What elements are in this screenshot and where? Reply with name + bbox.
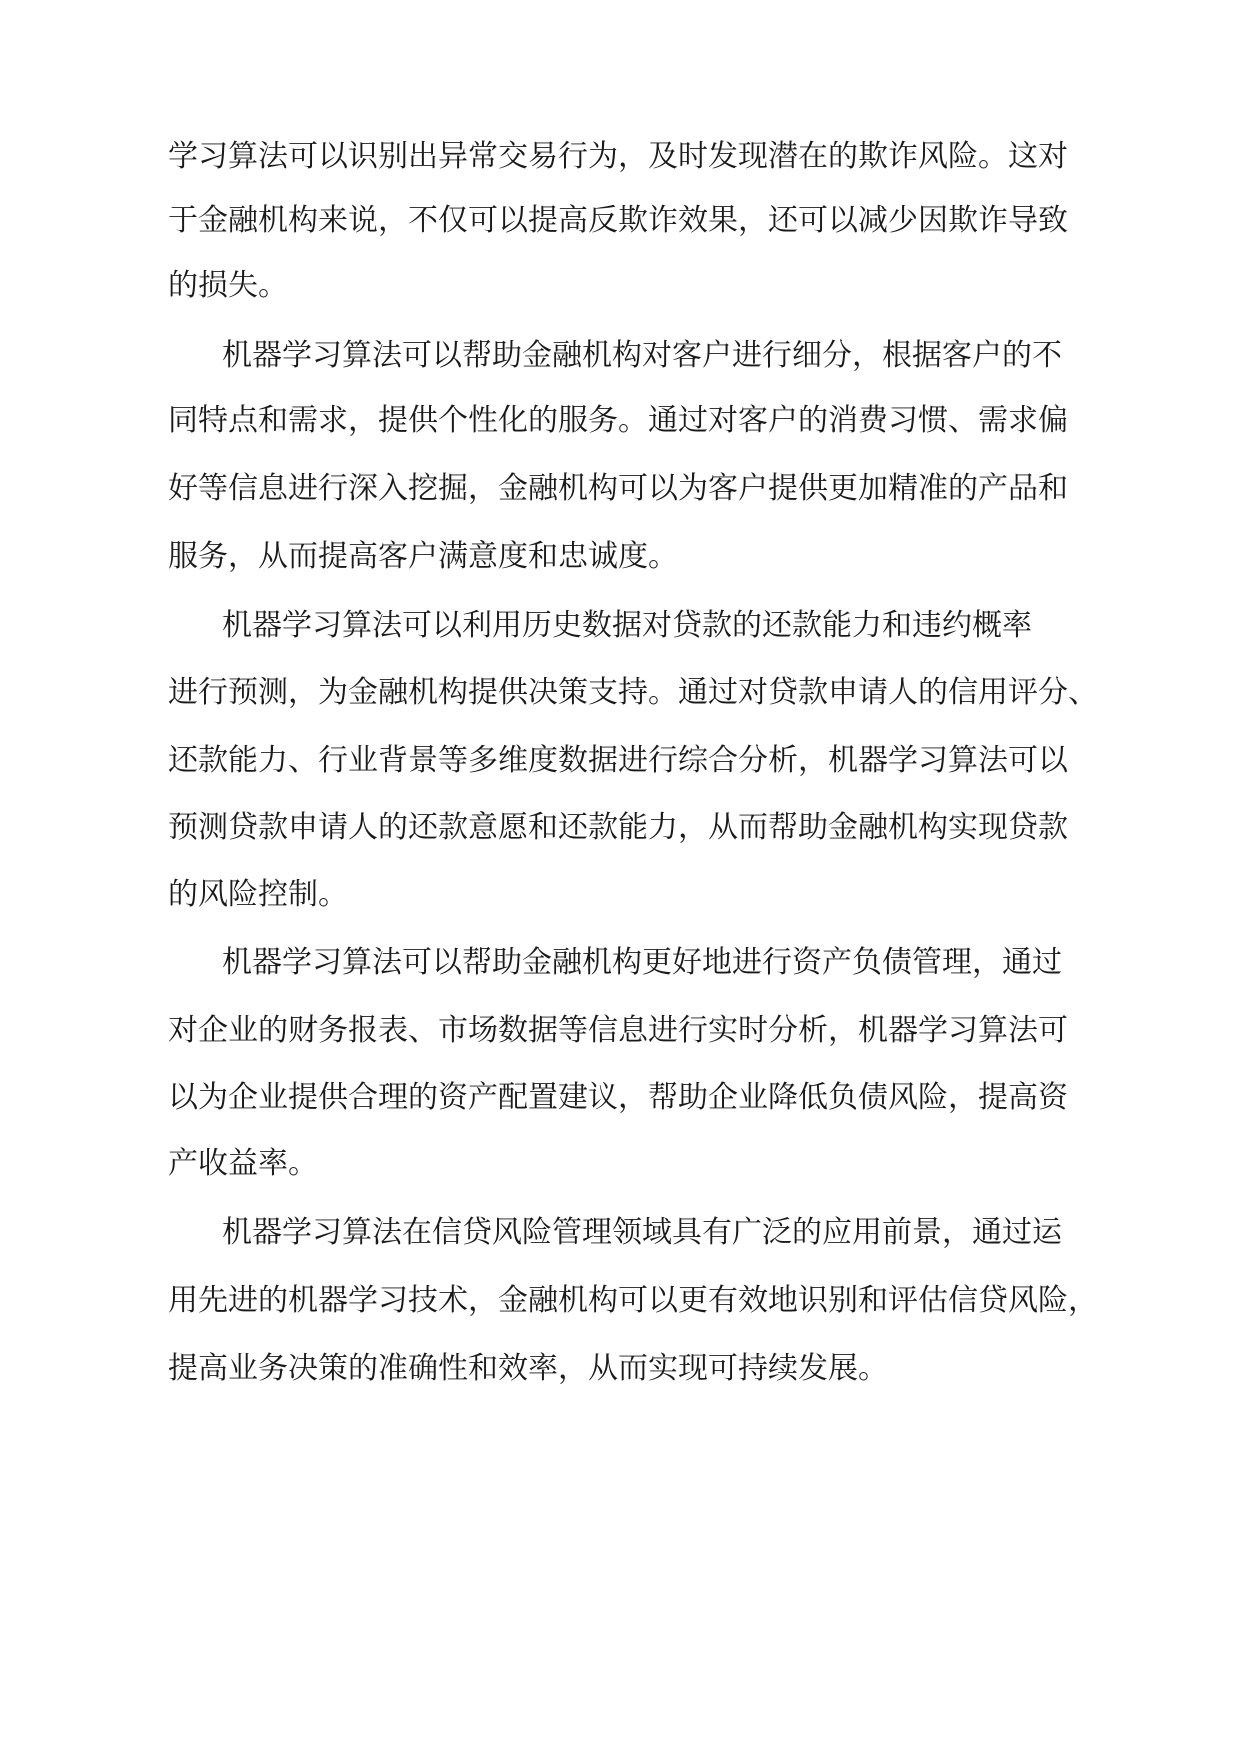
text-line-content: 的损失。 <box>168 268 288 303</box>
text-line <box>0 336 1241 376</box>
text-line <box>0 469 1241 509</box>
text-line <box>0 943 1241 983</box>
text-line <box>0 537 1241 577</box>
text-line <box>0 201 1241 241</box>
text-line-content: 预测贷款申请人的还款意愿和还款能力，从而帮助金融机构实现贷款 <box>168 810 1068 845</box>
text-line-content: 以为企业提供合理的资产配置建议，帮助企业降低负债风险，提高资 <box>168 1080 1068 1115</box>
text-line <box>0 266 1241 306</box>
text-line <box>0 1011 1241 1051</box>
text-line-content: 机器学习算法可以帮助金融机构对客户进行细分，根据客户的不 <box>222 338 1062 373</box>
text-line <box>0 137 1241 177</box>
text-line-content: 的风险控制。 <box>168 877 348 912</box>
text-line <box>0 1281 1241 1321</box>
text-line-content: 进行预测，为金融机构提供决策支持。通过对贷款申请人的信用评分、 <box>168 675 1098 710</box>
text-line <box>0 1078 1241 1118</box>
text-line-content: 服务，从而提高客户满意度和忠诚度。 <box>168 539 678 574</box>
text-line <box>0 673 1241 713</box>
text-line-content: 好等信息进行深入挖掘，金融机构可以为客户提供更加精准的产品和 <box>168 471 1068 506</box>
text-line <box>0 606 1241 646</box>
text-line-content: 还款能力、行业背景等多维度数据进行综合分析，机器学习算法可以 <box>168 743 1068 778</box>
text-line <box>0 1213 1241 1253</box>
text-line-content: 同特点和需求，提供个性化的服务。通过对客户的消费习惯、需求偏 <box>168 403 1068 438</box>
text-line <box>0 741 1241 781</box>
text-line-content: 学习算法可以识别出异常交易行为，及时发现潜在的欺诈风险。这对 <box>168 139 1068 174</box>
text-line <box>0 875 1241 915</box>
text-line-content: 机器学习算法可以利用历史数据对贷款的还款能力和违约概率 <box>222 608 1032 643</box>
text-line <box>0 808 1241 848</box>
text-line <box>0 401 1241 441</box>
text-line-content: 于金融机构来说，不仅可以提高反欺诈效果，还可以减少因欺诈导致 <box>168 203 1068 238</box>
text-line-content: 用先进的机器学习技术，金融机构可以更有效地识别和评估信贷风险， <box>168 1283 1098 1318</box>
text-line <box>0 1144 1241 1184</box>
text-line-content: 产收益率。 <box>168 1146 318 1181</box>
text-line-content: 机器学习算法可以帮助金融机构更好地进行资产负债管理，通过 <box>222 945 1062 980</box>
text-line-content: 机器学习算法在信贷风险管理领域具有广泛的应用前景，通过运 <box>222 1215 1062 1250</box>
text-line <box>0 1349 1241 1389</box>
text-line-content: 提高业务决策的准确性和效率，从而实现可持续发展。 <box>168 1351 888 1386</box>
text-line-content: 对企业的财务报表、市场数据等信息进行实时分析，机器学习算法可 <box>168 1013 1068 1048</box>
